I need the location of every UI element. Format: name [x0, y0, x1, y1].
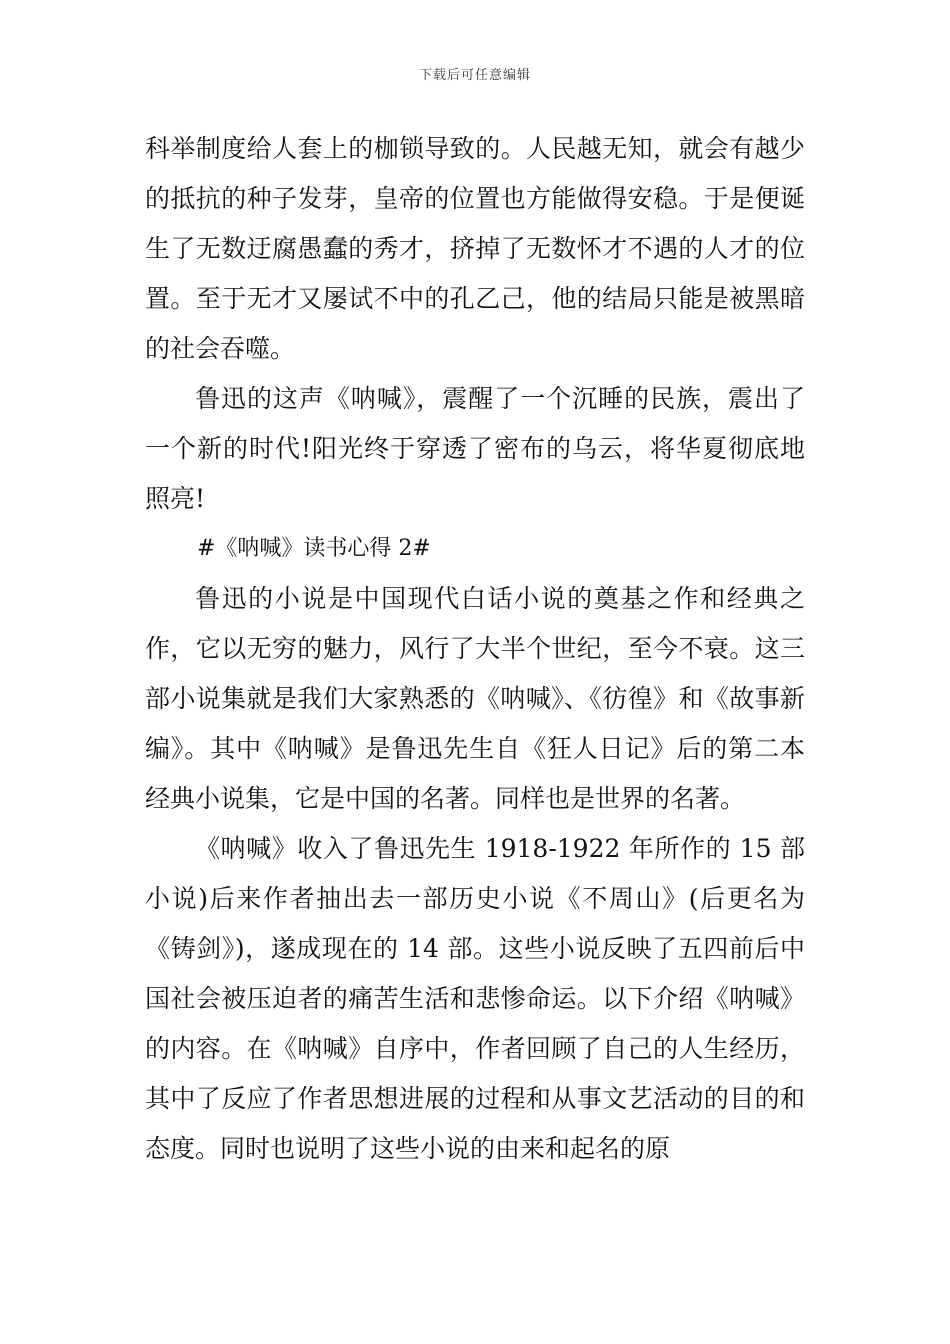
paragraph-continuation: 科举制度给人套上的枷锁导致的。人民越无知，就会有越少的抵抗的种子发芽，皇帝的位置也方能做得安稳。于是便诞生了无数迂腐愚蠢的秀才，挤掉了无数怀才不遇的人才的位置。至于无才又屡试不中的孔乙己，他的结局只能是被黑暗的社会吞噬。 — [145, 134, 805, 363]
paragraph-conclusion: 鲁迅的这声《呐喊》，震醒了一个沉睡的民族，震出了一个新的时代!阳光终于穿透了密布的乌云，将华夏彻底地照亮! — [145, 384, 805, 513]
section-heading: #《呐喊》读书心得 2# — [197, 536, 431, 561]
page-header: 下载后可任意编辑 — [418, 68, 531, 83]
paragraph-intro: 鲁迅的小说是中国现代白话小说的奠基之作和经典之作，它以无穷的魅力，风行了大半个世纪，至今不衰。这三部小说集就是我们大家熟悉的《呐喊》、《彷徨》和《故事新编》。其中《呐喊》是鲁迅先生自《狂人日记》后的第二本经典小说集，它是中国的名著。同样也是世界的名著。 — [145, 584, 805, 813]
document-body — [145, 124, 805, 1174]
paragraph-contents: 《呐喊》收入了鲁迅先生 1918-1922 年所作的 15 部小说)后来作者抽出去一部历史小说《不周山》(后更名为《铸剑》)，遂成现在的 14 部。这些小说反映了五四前后中国社会被压迫者的痛苦生活和悲惨命运。以下介绍《呐喊》的内容。在《呐喊》自序中，作者回顾了自己的人生经历，其中了反应了作者思想进展的过程和从事文艺活动的目的和态度。同时也说明了这些小说的由来和起名的原 — [145, 834, 805, 1163]
